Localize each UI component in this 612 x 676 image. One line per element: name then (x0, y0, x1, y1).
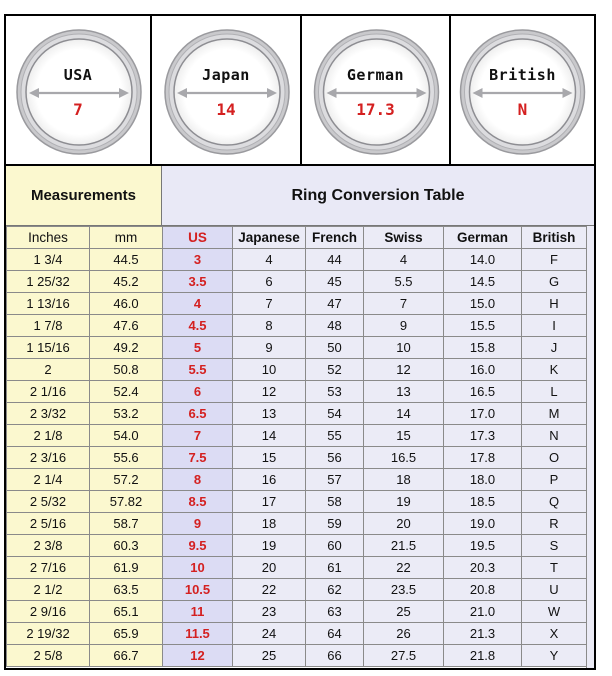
cell-swiss: 25 (364, 601, 444, 623)
table-title: Ring Conversion Table (162, 166, 594, 226)
cell-mm: 45.2 (90, 271, 163, 293)
column-header-japanese: Japanese (233, 227, 306, 249)
cell-inches: 2 1/2 (7, 579, 90, 601)
cell-german: 17.3 (444, 425, 522, 447)
column-header-us: US (163, 227, 233, 249)
cell-french: 45 (306, 271, 364, 293)
cell-french: 62 (306, 579, 364, 601)
ring-panel-british (451, 16, 594, 164)
cell-inches: 2 7/16 (7, 557, 90, 579)
cell-inches: 2 5/32 (7, 491, 90, 513)
cell-japanese: 4 (233, 249, 306, 271)
cell-mm: 58.7 (90, 513, 163, 535)
cell-swiss: 18 (364, 469, 444, 491)
ring-panel-usa (6, 16, 152, 164)
cell-inches: 1 13/16 (7, 293, 90, 315)
ring-size-value: 17.3 (356, 100, 395, 119)
cell-swiss: 10 (364, 337, 444, 359)
cell-german: 18.0 (444, 469, 522, 491)
cell-us: 6.5 (163, 403, 233, 425)
cell-swiss: 5.5 (364, 271, 444, 293)
table-row (7, 293, 587, 315)
table-row (7, 469, 587, 491)
cell-swiss: 14 (364, 403, 444, 425)
cell-french: 54 (306, 403, 364, 425)
cell-german: 20.3 (444, 557, 522, 579)
cell-japanese: 13 (233, 403, 306, 425)
cell-french: 64 (306, 623, 364, 645)
table-row (7, 315, 587, 337)
cell-inches: 2 1/8 (7, 425, 90, 447)
cell-german: 18.5 (444, 491, 522, 513)
ring-country-label: USA (63, 66, 93, 84)
cell-inches: 2 9/16 (7, 601, 90, 623)
cell-us: 9.5 (163, 535, 233, 557)
cell-german: 16.0 (444, 359, 522, 381)
table-row (7, 535, 587, 557)
table-row (7, 579, 587, 601)
conversion-table-wrapper (6, 226, 586, 667)
cell-japanese: 6 (233, 271, 306, 293)
ring-size-sheet (4, 14, 596, 670)
table-row (7, 645, 587, 667)
cell-us: 4 (163, 293, 233, 315)
cell-swiss: 27.5 (364, 645, 444, 667)
table-row (7, 491, 587, 513)
table-row (7, 403, 587, 425)
cell-japanese: 18 (233, 513, 306, 535)
ring-country-label: German (346, 66, 405, 84)
cell-mm: 61.9 (90, 557, 163, 579)
cell-swiss: 7 (364, 293, 444, 315)
cell-swiss: 21.5 (364, 535, 444, 557)
cell-swiss: 16.5 (364, 447, 444, 469)
cell-mm: 49.2 (90, 337, 163, 359)
cell-british: I (522, 315, 587, 337)
cell-french: 48 (306, 315, 364, 337)
cell-british: U (522, 579, 587, 601)
cell-mm: 50.8 (90, 359, 163, 381)
cell-inches: 1 15/16 (7, 337, 90, 359)
cell-mm: 65.1 (90, 601, 163, 623)
cell-german: 19.5 (444, 535, 522, 557)
cell-german: 21.8 (444, 645, 522, 667)
cell-japanese: 16 (233, 469, 306, 491)
ring-conversion-table (6, 226, 587, 667)
cell-mm: 53.2 (90, 403, 163, 425)
cell-french: 53 (306, 381, 364, 403)
cell-us: 10.5 (163, 579, 233, 601)
column-header-mm: mm (90, 227, 163, 249)
column-header-inches: Inches (7, 227, 90, 249)
cell-french: 58 (306, 491, 364, 513)
cell-french: 50 (306, 337, 364, 359)
cell-japanese: 8 (233, 315, 306, 337)
cell-inches: 2 3/16 (7, 447, 90, 469)
cell-mm: 57.2 (90, 469, 163, 491)
cell-german: 15.8 (444, 337, 522, 359)
cell-german: 21.3 (444, 623, 522, 645)
cell-mm: 66.7 (90, 645, 163, 667)
cell-swiss: 13 (364, 381, 444, 403)
column-header-british: British (522, 227, 587, 249)
cell-german: 15.0 (444, 293, 522, 315)
cell-swiss: 19 (364, 491, 444, 513)
cell-british: G (522, 271, 587, 293)
cell-swiss: 9 (364, 315, 444, 337)
cell-japanese: 12 (233, 381, 306, 403)
cell-british: T (522, 557, 587, 579)
cell-mm: 47.6 (90, 315, 163, 337)
cell-swiss: 26 (364, 623, 444, 645)
cell-inches: 2 1/16 (7, 381, 90, 403)
cell-us: 12 (163, 645, 233, 667)
cell-us: 7 (163, 425, 233, 447)
table-right-edge (586, 226, 594, 668)
cell-german: 14.5 (444, 271, 522, 293)
cell-japanese: 17 (233, 491, 306, 513)
cell-french: 61 (306, 557, 364, 579)
cell-swiss: 12 (364, 359, 444, 381)
ring-panel-japan (152, 16, 302, 164)
cell-french: 57 (306, 469, 364, 491)
cell-mm: 52.4 (90, 381, 163, 403)
column-header-row (7, 227, 587, 249)
cell-mm: 65.9 (90, 623, 163, 645)
cell-british: P (522, 469, 587, 491)
cell-inches: 2 (7, 359, 90, 381)
cell-british: K (522, 359, 587, 381)
cell-inches: 1 25/32 (7, 271, 90, 293)
cell-french: 52 (306, 359, 364, 381)
cell-inches: 2 19/32 (7, 623, 90, 645)
cell-us: 11.5 (163, 623, 233, 645)
cell-british: S (522, 535, 587, 557)
ring-panel-german (302, 16, 451, 164)
table-row (7, 513, 587, 535)
cell-mm: 55.6 (90, 447, 163, 469)
cell-us: 9 (163, 513, 233, 535)
cell-inches: 2 3/32 (7, 403, 90, 425)
ring-icon (451, 16, 594, 164)
cell-french: 55 (306, 425, 364, 447)
cell-japanese: 9 (233, 337, 306, 359)
cell-german: 16.5 (444, 381, 522, 403)
cell-japanese: 20 (233, 557, 306, 579)
cell-inches: 2 3/8 (7, 535, 90, 557)
cell-german: 21.0 (444, 601, 522, 623)
column-header-swiss: Swiss (364, 227, 444, 249)
cell-swiss: 20 (364, 513, 444, 535)
cell-british: N (522, 425, 587, 447)
cell-french: 63 (306, 601, 364, 623)
cell-british: L (522, 381, 587, 403)
cell-inches: 2 1/4 (7, 469, 90, 491)
cell-us: 10 (163, 557, 233, 579)
table-row (7, 601, 587, 623)
table-row (7, 381, 587, 403)
cell-british: Y (522, 645, 587, 667)
cell-german: 20.8 (444, 579, 522, 601)
cell-british: M (522, 403, 587, 425)
cell-german: 14.0 (444, 249, 522, 271)
cell-french: 44 (306, 249, 364, 271)
cell-mm: 63.5 (90, 579, 163, 601)
cell-british: O (522, 447, 587, 469)
cell-us: 5 (163, 337, 233, 359)
cell-japanese: 25 (233, 645, 306, 667)
cell-british: Q (522, 491, 587, 513)
cell-japanese: 23 (233, 601, 306, 623)
table-row (7, 271, 587, 293)
ring-size-value: 7 (73, 100, 83, 119)
cell-inches: 2 5/16 (7, 513, 90, 535)
cell-inches: 2 5/8 (7, 645, 90, 667)
table-row (7, 447, 587, 469)
cell-british: R (522, 513, 587, 535)
cell-british: H (522, 293, 587, 315)
cell-swiss: 23.5 (364, 579, 444, 601)
cell-french: 47 (306, 293, 364, 315)
cell-swiss: 15 (364, 425, 444, 447)
column-header-german: German (444, 227, 522, 249)
ring-country-label: British (489, 66, 556, 84)
cell-japanese: 15 (233, 447, 306, 469)
cell-us: 11 (163, 601, 233, 623)
conversion-table-body (7, 249, 587, 667)
cell-japanese: 19 (233, 535, 306, 557)
cell-us: 6 (163, 381, 233, 403)
cell-british: X (522, 623, 587, 645)
cell-french: 60 (306, 535, 364, 557)
ring-illustration-band (6, 16, 594, 166)
cell-mm: 44.5 (90, 249, 163, 271)
cell-german: 19.0 (444, 513, 522, 535)
cell-british: J (522, 337, 587, 359)
cell-us: 4.5 (163, 315, 233, 337)
cell-japanese: 24 (233, 623, 306, 645)
column-header-french: French (306, 227, 364, 249)
ring-icon (302, 16, 451, 164)
cell-japanese: 22 (233, 579, 306, 601)
table-row (7, 249, 587, 271)
ring-country-label: Japan (202, 66, 250, 84)
cell-mm: 54.0 (90, 425, 163, 447)
table-row (7, 557, 587, 579)
cell-inches: 1 3/4 (7, 249, 90, 271)
cell-us: 3.5 (163, 271, 233, 293)
cell-japanese: 7 (233, 293, 306, 315)
cell-mm: 60.3 (90, 535, 163, 557)
cell-us: 8 (163, 469, 233, 491)
cell-mm: 57.82 (90, 491, 163, 513)
measurements-header: Measurements (6, 166, 162, 226)
cell-japanese: 14 (233, 425, 306, 447)
cell-us: 3 (163, 249, 233, 271)
cell-german: 17.8 (444, 447, 522, 469)
cell-german: 15.5 (444, 315, 522, 337)
cell-inches: 1 7/8 (7, 315, 90, 337)
cell-swiss: 4 (364, 249, 444, 271)
cell-french: 59 (306, 513, 364, 535)
ring-icon (152, 16, 302, 164)
cell-french: 56 (306, 447, 364, 469)
cell-mm: 46.0 (90, 293, 163, 315)
cell-us: 8.5 (163, 491, 233, 513)
cell-british: W (522, 601, 587, 623)
table-row (7, 337, 587, 359)
cell-us: 5.5 (163, 359, 233, 381)
cell-french: 66 (306, 645, 364, 667)
cell-german: 17.0 (444, 403, 522, 425)
ring-icon (6, 16, 152, 164)
cell-swiss: 22 (364, 557, 444, 579)
ring-size-value: 14 (216, 100, 236, 119)
cell-us: 7.5 (163, 447, 233, 469)
ring-size-value: N (517, 100, 528, 119)
table-row (7, 359, 587, 381)
table-row (7, 425, 587, 447)
table-row (7, 623, 587, 645)
cell-british: F (522, 249, 587, 271)
cell-japanese: 10 (233, 359, 306, 381)
